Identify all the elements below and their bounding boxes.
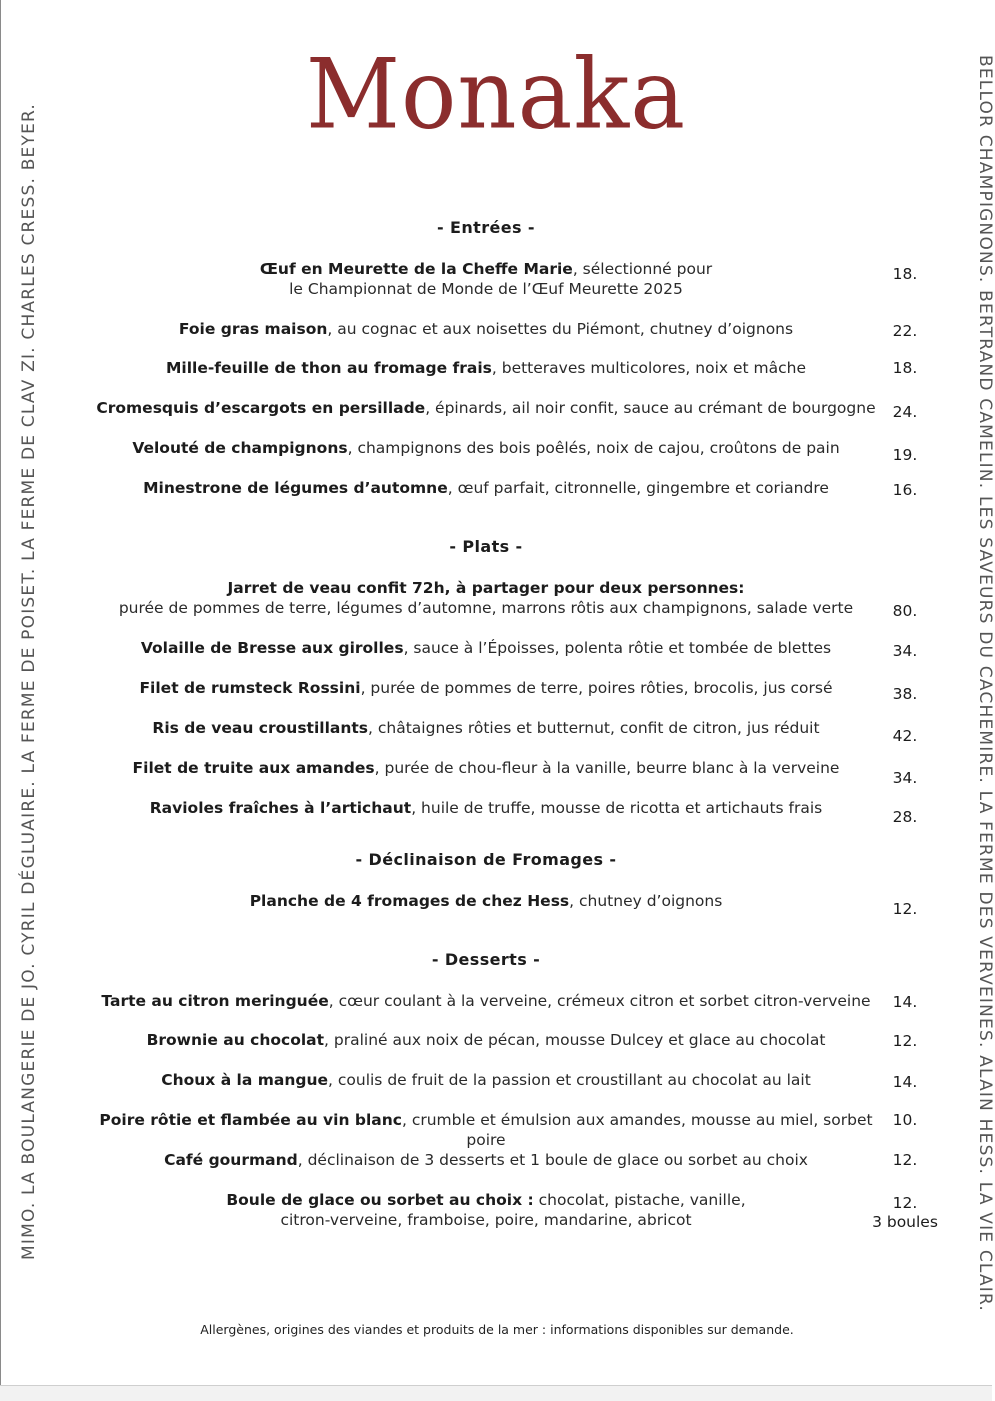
item-price: 34.: [892, 769, 918, 787]
menu-item: [81, 1070, 891, 1090]
menu-item: [81, 678, 891, 698]
suppliers-left-vertical: MIMO. LA BOULANGERIE DE JO. CYRIL DÉGLUAIRE. LA FERME DE POISET. LA FERME DE CLAV ZI. CHARLES CRESS. BEYER.: [19, 102, 39, 1260]
item-name: Foie gras maison: [178, 320, 328, 338]
menu-item: [81, 1030, 891, 1050]
item-description: , cœur coulant à la verveine, crémeux citron et sorbet citron-verveine: [328, 992, 871, 1010]
item-name: Brownie au chocolat: [146, 1031, 325, 1049]
menu-item: [81, 578, 891, 618]
menu-item: [81, 1190, 891, 1230]
menu-item: [81, 319, 891, 339]
allergen-footer-note: Allergènes, origines des viandes et produits de la mer : informations disponibles sur demande.: [200, 1322, 794, 1337]
item-name: Filet de rumsteck Rossini: [139, 679, 361, 697]
item-price: 12.: [892, 900, 918, 918]
section-title-plats: - Plats -: [449, 537, 523, 556]
suppliers-right-vertical: BELLOR CHAMPIGNONS. BERTRAND CAMELIN. LES SAVEURS DU CACHEMIRE. LA FERME DES VERVEINES. ALAIN HESS. LA VIE CLAIR.: [975, 55, 995, 1313]
item-price: 12.: [892, 1194, 918, 1212]
item-name: Mille-feuille de thon au fromage frais: [165, 359, 492, 377]
item-name: Filet de truite aux amandes: [132, 759, 375, 777]
item-description-line2: citron-verveine, framboise, poire, mandarine, abricot: [280, 1211, 692, 1229]
item-name: Œuf en Meurette de la Cheffe Marie: [259, 260, 573, 278]
menu-item: [81, 798, 891, 818]
item-description: , œuf parfait, citronnelle, gingembre et coriandre: [447, 479, 829, 497]
item-price: 42.: [892, 727, 918, 745]
menu-item: [81, 1150, 891, 1170]
menu-item: [81, 638, 891, 658]
item-description: , sauce à l’Époisses, polenta rôtie et tombée de blettes: [403, 639, 832, 657]
logo-text: Monaka: [305, 38, 687, 151]
bottom-strip: [0, 1385, 992, 1401]
item-description: chocolat, pistache, vanille,: [533, 1191, 746, 1209]
item-name: Ris de veau croustillants: [152, 719, 369, 737]
section-title-fromages: - Déclinaison de Fromages -: [355, 850, 617, 869]
item-description: , sélectionné pour: [572, 260, 713, 278]
item-description: , betteraves multicolores, noix et mâche: [491, 359, 807, 377]
item-description: , châtaignes rôties et butternut, confit de citron, jus réduit: [368, 719, 820, 737]
item-name: Poire rôtie et flambée au vin blanc: [99, 1111, 402, 1129]
item-price: 14.: [892, 993, 918, 1011]
item-description: , purée de pommes de terre, poires rôties, brocolis, jus corsé: [360, 679, 833, 697]
item-name: Volaille de Bresse aux girolles: [140, 639, 404, 657]
item-price: 18.: [892, 265, 918, 283]
section-title-entrees: - Entrées -: [437, 218, 535, 237]
item-description: , huile de truffe, mousse de ricotta et artichauts frais: [411, 799, 823, 817]
item-name: Boule de glace ou sorbet au choix :: [226, 1191, 534, 1209]
item-price: 80.: [892, 602, 918, 620]
item-name: Minestrone de légumes d’automne: [143, 479, 448, 497]
menu-item: [81, 358, 891, 378]
item-name: Velouté de champignons: [132, 439, 348, 457]
item-price: 12.: [892, 1032, 918, 1050]
item-description: , épinards, ail noir confit, sauce au crémant de bourgogne: [425, 399, 876, 417]
menu-item: [81, 259, 891, 299]
item-name: Choux à la mangue: [161, 1071, 329, 1089]
item-description: , praliné aux noix de pécan, mousse Dulcey et glace au chocolat: [324, 1031, 826, 1049]
item-price: 34.: [892, 642, 918, 660]
item-price: 24.: [892, 403, 918, 421]
item-description: , au cognac et aux noisettes du Piémont, chutney d’oignons: [327, 320, 794, 338]
item-name: Jarret de veau confit 72h, à partager pour deux personnes:: [227, 579, 745, 597]
item-description-line2: purée de pommes de terre, légumes d’automne, marrons rôtis aux champignons, salade verte: [118, 599, 854, 617]
item-description: , chutney d’oignons: [569, 892, 723, 910]
item-price: 10.: [892, 1111, 918, 1129]
menu-item: [81, 1110, 891, 1150]
restaurant-logo: [281, 40, 711, 150]
menu-item: [81, 991, 891, 1011]
item-name: Ravioles fraîches à l’artichaut: [149, 799, 412, 817]
menu-item: [81, 758, 891, 778]
item-price: 19.: [892, 446, 918, 464]
item-price: 16.: [892, 481, 918, 499]
item-price-detail: 3 boules: [872, 1213, 938, 1231]
menu-item: [81, 398, 891, 418]
item-description-line2: le Championnat de Monde de l’Œuf Meurette 2025: [289, 280, 683, 298]
item-description: , champignons des bois poêlés, noix de cajou, croûtons de pain: [347, 439, 840, 457]
item-description: , déclinaison de 3 desserts et 1 boule de glace ou sorbet au choix: [297, 1151, 808, 1169]
item-description: , purée de chou-fleur à la vanille, beurre blanc à la verveine: [374, 759, 840, 777]
item-price: 18.: [892, 359, 918, 377]
item-description: , coulis de fruit de la passion et croustillant au chocolat au lait: [328, 1071, 811, 1089]
menu-item: [81, 718, 891, 738]
item-name: Cromesquis d’escargots en persillade: [96, 399, 426, 417]
item-price: 12.: [892, 1151, 918, 1169]
menu-item: [81, 478, 891, 498]
item-description: , crumble et émulsion aux amandes, mousse au miel, sorbet poire: [401, 1111, 873, 1149]
item-name: Café gourmand: [164, 1151, 298, 1169]
item-price: 28.: [892, 808, 918, 826]
item-price: 14.: [892, 1073, 918, 1091]
item-name: Planche de 4 fromages de chez Hess: [249, 892, 570, 910]
menu-item: [81, 891, 891, 911]
section-title-desserts: - Desserts -: [431, 950, 541, 969]
item-name: Tarte au citron meringuée: [101, 992, 329, 1010]
menu-item: [81, 438, 891, 458]
item-price: 22.: [892, 322, 918, 340]
item-price: 38.: [892, 685, 918, 703]
